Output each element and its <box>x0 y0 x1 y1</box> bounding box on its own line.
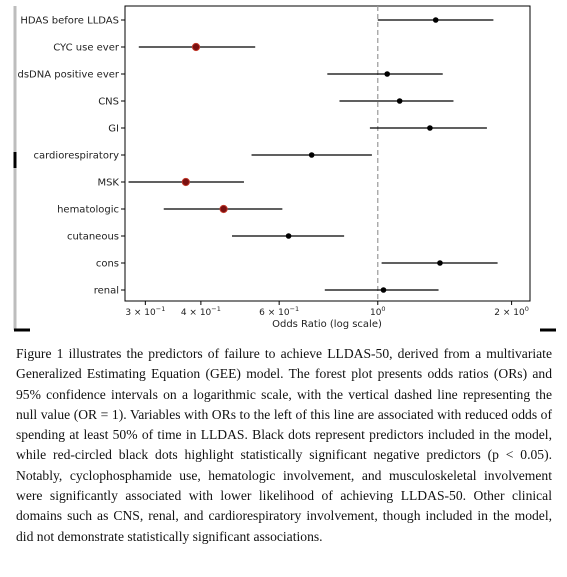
x-tick-label-3: $10^0$ <box>369 305 386 318</box>
y-tick-label-cns: CNS <box>98 96 119 108</box>
x-axis-label: Odds Ratio (log scale) <box>272 319 382 330</box>
y-tick-label-msk: MSK <box>97 177 119 189</box>
plot-area <box>125 6 530 301</box>
y-tick-label-cyc-use-ever: CYC use ever <box>53 42 119 54</box>
figure-caption: Figure 1 illustrates the predictors of failure to achieve LLDAS-50, derived from a multivariate Generalized Estimating Equation (GEE) model. The forest plot presents odds ratios (ORs) and 95% confidence intervals on a logarithmic scale, with the vertical dashed line representing the null value (OR = 1). Variables with ORs to the left of this line are associated with reduced odds of spending at least 50% of time in LLDAS. Black dots represent predictors included in the model, while red-circled black dots highlight statistically significant negative predictors (p < 0.05). Notably, cyclophosphamide use, hematologic involvement, and musculoskeletal involvement were significantly associated with lower likelihood of achieving LLDAS-50. Other clinical domains such as CNS, renal, and cardiorespiratory involvement, though included in the model, did not demonstrate statistically significant associations. <box>16 346 552 544</box>
y-tick-label-cons: cons <box>95 258 119 270</box>
point-cardiorespiratory <box>309 152 315 158</box>
x-tick-label-0: $3 \times 10^{-1}$ <box>125 305 166 318</box>
point-cons <box>437 260 443 266</box>
point-hdas-before-lldas <box>433 17 439 23</box>
point-gi <box>427 125 433 131</box>
y-tick-label-gi: GI <box>108 123 119 135</box>
y-tick-label-dsdna-positive-ever: dsDNA positive ever <box>17 69 119 81</box>
point-renal <box>381 287 387 293</box>
point-msk <box>182 178 189 185</box>
y-tick-label-cutaneous: cutaneous <box>66 231 119 243</box>
y-tick-label-hdas-before-lldas: HDAS before LLDAS <box>20 15 119 27</box>
x-tick-label-4: $2 \times 10^0$ <box>494 305 529 318</box>
y-tick-label-renal: renal <box>93 285 119 297</box>
point-dsdna-positive-ever <box>384 71 390 77</box>
y-tick-label-cardiorespiratory: cardiorespiratory <box>33 150 119 162</box>
y-tick-label-hematologic: hematologic <box>57 204 119 216</box>
point-cutaneous <box>286 233 292 239</box>
x-tick-label-2: $6 \times 10^{-1}$ <box>259 305 300 318</box>
x-tick-label-1: $4 \times 10^{-1}$ <box>180 305 221 318</box>
point-cns <box>397 98 403 104</box>
point-cyc-use-ever <box>192 43 199 50</box>
point-hematologic <box>220 205 227 212</box>
